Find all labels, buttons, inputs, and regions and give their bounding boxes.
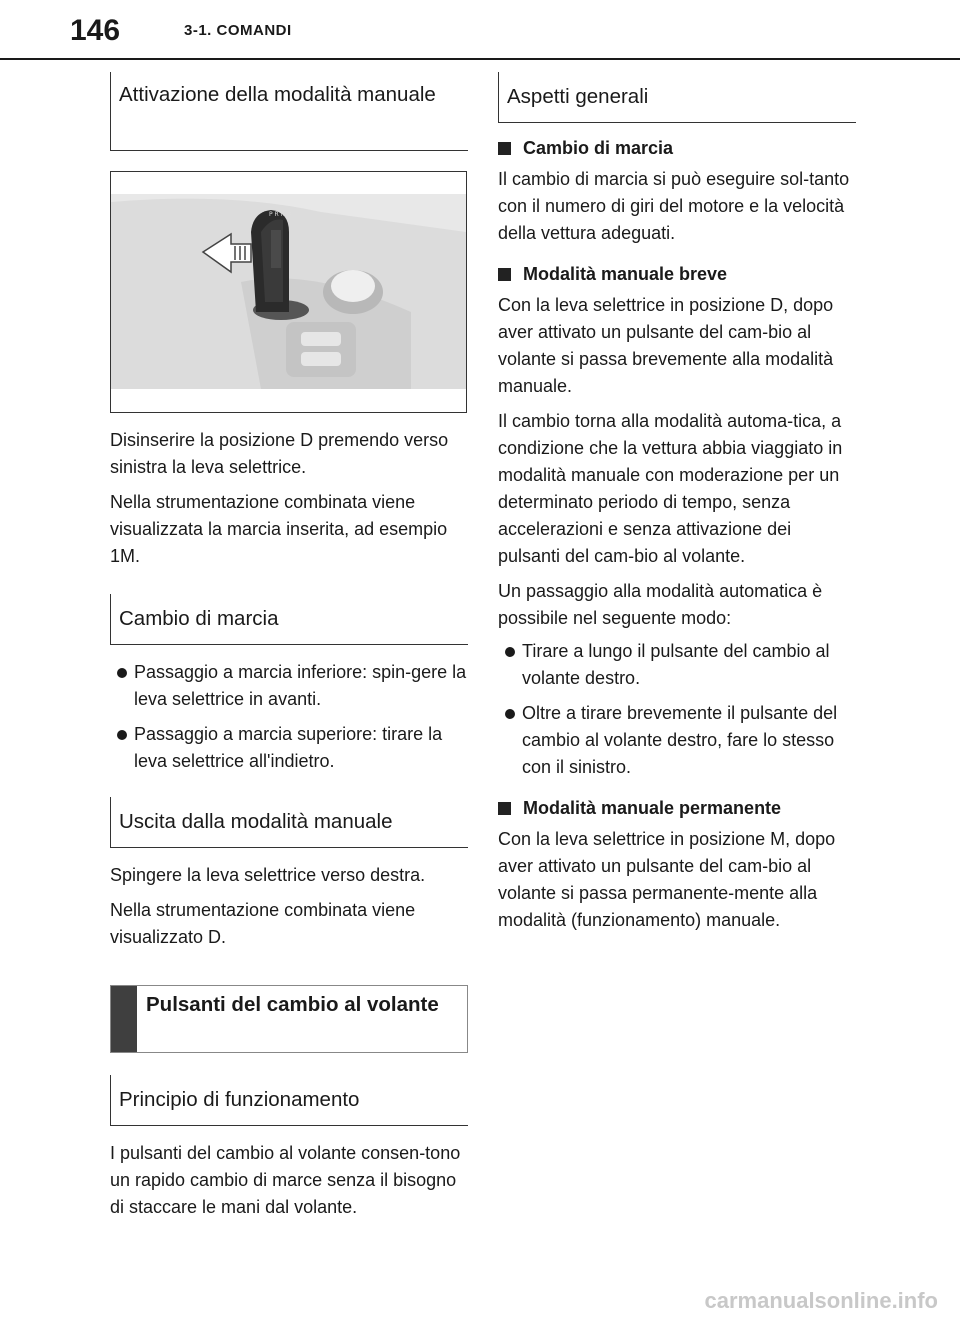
paragraph: Nella strumentazione combinata viene visualizzata la marcia inserita, ad esempio 1M. bbox=[110, 492, 448, 566]
section-marker bbox=[111, 986, 137, 1052]
paragraph: Con la leva selettrice in posizione D, dopo aver attivato un pulsante del cam-bio al volante si passa brevemente alla modalità manuale. bbox=[498, 295, 834, 396]
paragraph: Il cambio di marcia si può eseguire sol-tanto con il numero di giri del motore e la velocità della vettura adeguati. bbox=[498, 169, 850, 243]
list-item: Passaggio a marcia inferiore: spin-gere la leva selettrice in avanti. bbox=[110, 659, 468, 713]
lever-letters: P R N D bbox=[269, 211, 292, 218]
bullet-icon bbox=[110, 721, 134, 775]
chapter-section-header bbox=[110, 985, 468, 1053]
page-number: 146 bbox=[70, 14, 121, 47]
right-column bbox=[498, 72, 856, 934]
subheading: Cambio di marcia bbox=[498, 135, 856, 162]
list-item: Oltre a tirare brevemente il pulsante del cambio al volante destro, fare lo stesso con il sinistro. bbox=[498, 700, 856, 781]
paragraph: Disinserire la posizione D premendo verso sinistra la leva selettrice. bbox=[110, 430, 449, 477]
list-item: Tirare a lungo il pulsante del cambio al volante destro. bbox=[498, 638, 856, 692]
list-item: Passaggio a marcia superiore: tirare la leva selettrice all'indietro. bbox=[110, 721, 468, 775]
section-title-exit-manual: Uscita dalla modalità manuale bbox=[110, 797, 468, 848]
paragraph: Il cambio torna alla modalità automa-tica, a condizione che la vettura abbia viaggiato in modalità manuale con moderazione per un determinato periodo di tempo, senza accelerazioni e senza attivazione dei pulsanti del cam-bio al volante. bbox=[498, 411, 843, 566]
chapter-title: 3-1. COMANDI bbox=[184, 22, 292, 39]
section-title-principle: Principio di funzionamento bbox=[110, 1075, 468, 1126]
bullet-icon bbox=[498, 638, 522, 692]
section-title-general: Aspetti generali bbox=[498, 72, 856, 123]
paragraph: Un passaggio alla modalità automatica è possibile nel seguente modo: bbox=[498, 581, 823, 628]
paragraph: I pulsanti del cambio al volante consen-tono un rapido cambio di marce senza il bisogno di staccare le mani dal volante. bbox=[110, 1143, 461, 1217]
square-bullet-icon bbox=[498, 142, 511, 155]
bullet-icon bbox=[498, 700, 522, 781]
square-bullet-icon bbox=[498, 802, 511, 815]
gear-lever-drawing bbox=[111, 172, 466, 412]
gear-lever-illustration bbox=[110, 171, 467, 413]
page-header bbox=[0, 0, 960, 60]
subheading: Modalità manuale breve bbox=[498, 261, 856, 288]
bullet-icon bbox=[110, 659, 134, 713]
header-divider bbox=[0, 58, 960, 60]
page-footer bbox=[0, 1280, 960, 1320]
section-title-paddles: Pulsanti del cambio al volante bbox=[146, 993, 439, 1016]
left-column bbox=[110, 72, 468, 1221]
paragraph: Spingere la leva selettrice verso destra. bbox=[110, 865, 426, 885]
square-bullet-icon bbox=[498, 268, 511, 281]
paragraph: Con la leva selettrice in posizione M, dopo aver attivato un pulsante del cam-bio al volante si passa permanente-mente alla modalità (funzionamento) manuale. bbox=[498, 829, 836, 930]
subheading: Modalità manuale permanente bbox=[498, 795, 856, 822]
watermark: carmanualsonline.info bbox=[704, 1288, 938, 1313]
section-title-manual-activation: Attivazione della modalità manuale bbox=[110, 72, 468, 151]
paragraph: Nella strumentazione combinata viene visualizzato D. bbox=[110, 900, 416, 947]
section-title-gear-change: Cambio di marcia bbox=[110, 594, 468, 645]
